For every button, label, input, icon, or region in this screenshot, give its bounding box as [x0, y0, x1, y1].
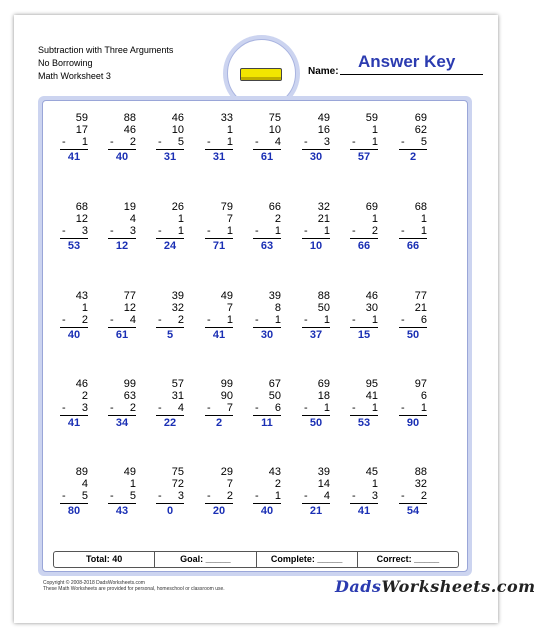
subtrahend-second [106, 314, 136, 326]
minuend: 29 [220, 466, 233, 478]
minuend: 69 [317, 378, 330, 390]
minuend: 89 [75, 466, 88, 478]
minus-sign: - [62, 490, 66, 502]
subtrahend-value: 2 [177, 314, 184, 326]
minus-sign: - [110, 402, 114, 414]
problem [203, 112, 233, 163]
subtrahend: 16 [317, 124, 330, 136]
subtrahend-second [300, 225, 330, 237]
subtrahend-value: 2 [129, 402, 136, 414]
problem [203, 290, 233, 341]
subtrahend-value: 1 [420, 225, 427, 237]
answer: 53 [357, 417, 371, 429]
subtrahend: 10 [268, 124, 281, 136]
answer-key-text: Answer Key [358, 52, 456, 71]
subtrahend: 63 [123, 390, 136, 402]
minus-sign: - [255, 136, 259, 148]
problem [251, 112, 281, 163]
subtrahend-second [300, 314, 330, 326]
minus-sign: - [304, 402, 308, 414]
subtrahend-second [348, 136, 378, 148]
answer: 50 [406, 329, 420, 341]
subtrahend-second [348, 402, 378, 414]
subtrahend-value: 4 [323, 490, 330, 502]
answer: 71 [212, 240, 226, 252]
answer: 2 [409, 151, 417, 163]
subtrahend: 30 [365, 302, 378, 314]
subtrahend: 7 [226, 213, 233, 225]
subtrahend-second [58, 136, 88, 148]
subtrahend-second [203, 314, 233, 326]
minus-sign: - [304, 136, 308, 148]
minuend: 95 [365, 378, 378, 390]
problem [300, 290, 330, 341]
subtrahend: 18 [317, 390, 330, 402]
minus-sign: - [255, 314, 259, 326]
problem [397, 201, 427, 252]
subtrahend: 1 [371, 124, 378, 136]
minuend: 68 [75, 201, 88, 213]
complete-cell: Complete: _____ [257, 552, 358, 567]
answer: 22 [163, 417, 177, 429]
minus-sign: - [255, 402, 259, 414]
subtrahend: 32 [171, 302, 184, 314]
subtrahend-value: 3 [371, 490, 378, 502]
subtrahend-second [58, 314, 88, 326]
answer: 90 [406, 417, 420, 429]
subtrahend: 1 [371, 213, 378, 225]
problem [203, 201, 233, 252]
minuend: 75 [268, 112, 281, 124]
subtrahend-value: 1 [81, 136, 88, 148]
subtrahend: 12 [123, 302, 136, 314]
subtrahend: 10 [171, 124, 184, 136]
subtrahend-value: 4 [129, 314, 136, 326]
problem [251, 466, 281, 517]
subtrahend: 1 [226, 124, 233, 136]
subtrahend-second [251, 402, 281, 414]
subtrahend-value: 1 [323, 225, 330, 237]
subtrahend: 46 [123, 124, 136, 136]
answer: 66 [357, 240, 371, 252]
minus-sign: - [207, 225, 211, 237]
minuend: 88 [123, 112, 136, 124]
answer: 10 [309, 240, 323, 252]
subtrahend-value: 2 [420, 490, 427, 502]
minuend: 88 [317, 290, 330, 302]
subtrahend-value: 1 [274, 314, 281, 326]
subtrahend-value: 1 [226, 314, 233, 326]
problem [154, 112, 184, 163]
subtrahend-value: 5 [420, 136, 427, 148]
problem [154, 378, 184, 429]
subtrahend-second [154, 490, 184, 502]
problem [106, 112, 136, 163]
problem [397, 290, 427, 341]
subtrahend-value: 6 [274, 402, 281, 414]
subtrahend-second [203, 225, 233, 237]
minuend: 69 [414, 112, 427, 124]
problem [154, 466, 184, 517]
score-summary [53, 551, 459, 568]
answer: 43 [115, 505, 129, 517]
answer: 20 [212, 505, 226, 517]
subtrahend: 72 [171, 478, 184, 490]
minus-sign: - [401, 490, 405, 502]
minus-sign: - [158, 490, 162, 502]
subtrahend-second [251, 136, 281, 148]
minus-sign: - [207, 402, 211, 414]
answer: 61 [115, 329, 129, 341]
subtrahend: 2 [274, 213, 281, 225]
answer: 11 [261, 417, 273, 429]
answer: 30 [309, 151, 323, 163]
minus-sign: - [401, 402, 405, 414]
subtrahend-value: 3 [81, 225, 88, 237]
minuend: 88 [414, 466, 427, 478]
subtrahend-value: 4 [177, 402, 184, 414]
subtrahend: 2 [81, 390, 88, 402]
subtrahend-second [203, 402, 233, 414]
problem [348, 290, 378, 341]
minuend: 59 [75, 112, 88, 124]
footer-text [43, 580, 225, 592]
subtrahend-value: 4 [274, 136, 281, 148]
subtrahend-value: 1 [371, 402, 378, 414]
subtrahend-value: 7 [226, 402, 233, 414]
answer: 12 [115, 240, 129, 252]
subtrahend: 1 [177, 213, 184, 225]
answer: 34 [115, 417, 129, 429]
minus-sign: - [62, 314, 66, 326]
minus-sign: - [352, 136, 356, 148]
minus-sign: - [207, 136, 211, 148]
problem [58, 378, 88, 429]
minuend: 46 [365, 290, 378, 302]
name-line [340, 74, 483, 75]
minus-sign: - [304, 314, 308, 326]
goal-cell: Goal: _____ [155, 552, 256, 567]
problem [58, 466, 88, 517]
problem [300, 112, 330, 163]
answer: 31 [163, 151, 177, 163]
subtrahend-value: 5 [129, 490, 136, 502]
minuend: 45 [365, 466, 378, 478]
minus-sign: - [158, 314, 162, 326]
problem [154, 201, 184, 252]
subtrahend-value: 2 [81, 314, 88, 326]
subtrahend-second [300, 136, 330, 148]
subtrahend-value: 1 [177, 225, 184, 237]
problem [58, 112, 88, 163]
subtrahend-second [58, 402, 88, 414]
minuend: 77 [414, 290, 427, 302]
problem [300, 201, 330, 252]
answer: 53 [67, 240, 81, 252]
answer: 50 [309, 417, 323, 429]
subtrahend: 41 [365, 390, 378, 402]
minuend: 75 [171, 466, 184, 478]
answer: 41 [357, 505, 371, 517]
answer: 2 [215, 417, 223, 429]
minus-sign: - [62, 402, 66, 414]
subtrahend-second [106, 136, 136, 148]
problem [203, 466, 233, 517]
minus-sign: - [255, 490, 259, 502]
answer: 37 [309, 329, 323, 341]
answer: 41 [212, 329, 226, 341]
subtrahend-second [58, 225, 88, 237]
subtrahend-value: 3 [177, 490, 184, 502]
minus-sign: - [110, 225, 114, 237]
subtrahend-second [397, 314, 427, 326]
problem [348, 112, 378, 163]
subtrahend-value: 1 [371, 136, 378, 148]
subtrahend-second [348, 314, 378, 326]
subtrahend-value: 5 [177, 136, 184, 148]
answer: 41 [67, 417, 81, 429]
subtrahend: 1 [81, 302, 88, 314]
subtrahend-second [154, 225, 184, 237]
problem [58, 201, 88, 252]
subtrahend: 4 [81, 478, 88, 490]
minus-sign: - [352, 490, 356, 502]
answer: 66 [406, 240, 420, 252]
subtrahend-second [348, 225, 378, 237]
subtrahend-value: 2 [371, 225, 378, 237]
minus-sign: - [401, 314, 405, 326]
problem [203, 378, 233, 429]
subtrahend: 62 [414, 124, 427, 136]
problem [106, 378, 136, 429]
usage-note: These Math Worksheets are provided for personal, homeschool or classroom use. [43, 586, 225, 592]
name-label: Name: [308, 66, 339, 77]
minus-sign: - [352, 402, 356, 414]
subtrahend-value: 2 [226, 490, 233, 502]
minus-sign: - [304, 490, 308, 502]
subtrahend: 50 [317, 302, 330, 314]
subtrahend: 7 [226, 478, 233, 490]
correct-cell: Correct: _____ [376, 554, 440, 564]
subtrahend: 4 [129, 213, 136, 225]
minuend: 66 [268, 201, 281, 213]
minuend: 79 [220, 201, 233, 213]
subtrahend: 12 [75, 213, 88, 225]
answer: 15 [357, 329, 371, 341]
answer: 61 [260, 151, 274, 163]
dadsworksheets-logo: DadsWorksheets.com [335, 577, 536, 596]
subtrahend-value: 1 [274, 490, 281, 502]
answer: 80 [67, 505, 81, 517]
answer: 0 [166, 505, 174, 517]
problem [154, 290, 184, 341]
total-cell: Total: 40 [54, 552, 155, 567]
subtrahend-second [58, 490, 88, 502]
minuend: 26 [171, 201, 184, 213]
minus-sign: - [62, 225, 66, 237]
problem [348, 378, 378, 429]
subtrahend: 31 [171, 390, 184, 402]
subtrahend-second [348, 490, 378, 502]
minuend: 97 [414, 378, 427, 390]
subtrahend-second [397, 490, 427, 502]
subtrahend-value: 1 [323, 402, 330, 414]
subtrahend-value: 1 [274, 225, 281, 237]
problem [251, 201, 281, 252]
minuend: 49 [123, 466, 136, 478]
subtrahend-value: 1 [226, 136, 233, 148]
minuend: 39 [268, 290, 281, 302]
problem [348, 201, 378, 252]
subtrahend: 1 [129, 478, 136, 490]
subtrahend: 7 [226, 302, 233, 314]
subtrahend: 21 [414, 302, 427, 314]
minus-sign: - [158, 225, 162, 237]
minus-sign: - [352, 225, 356, 237]
subtrahend: 2 [274, 478, 281, 490]
minuend: 32 [317, 201, 330, 213]
minuend: 69 [365, 201, 378, 213]
answer: 41 [67, 151, 81, 163]
answer: 54 [406, 505, 420, 517]
problem [106, 466, 136, 517]
minus-sign: - [110, 136, 114, 148]
subtrahend: 50 [268, 390, 281, 402]
minus-sign: - [158, 402, 162, 414]
subtrahend-second [397, 402, 427, 414]
answer: 21 [309, 505, 323, 517]
subtrahend-second [154, 402, 184, 414]
subtrahend-value: 3 [81, 402, 88, 414]
subtrahend: 32 [414, 478, 427, 490]
subtrahend-value: 1 [323, 314, 330, 326]
worksheet-title: Subtraction with Three Arguments [38, 45, 174, 55]
worksheet-subtitle: No Borrowing [38, 58, 93, 68]
answer: 31 [212, 151, 226, 163]
minus-sign: - [158, 136, 162, 148]
subtrahend-second [300, 402, 330, 414]
answer: 24 [163, 240, 177, 252]
minuend: 67 [268, 378, 281, 390]
subtrahend-value: 1 [420, 402, 427, 414]
answer: 5 [166, 329, 174, 341]
problem [397, 466, 427, 517]
minuend: 57 [171, 378, 184, 390]
minuend: 39 [171, 290, 184, 302]
answer: 57 [357, 151, 371, 163]
subtrahend-value: 1 [226, 225, 233, 237]
minuend: 43 [75, 290, 88, 302]
subtrahend: 90 [220, 390, 233, 402]
minuend: 39 [317, 466, 330, 478]
subtrahend: 6 [420, 390, 427, 402]
subtrahend-value: 5 [81, 490, 88, 502]
minuend: 19 [123, 201, 136, 213]
subtrahend-second [397, 225, 427, 237]
problem [397, 378, 427, 429]
subtrahend-second [203, 490, 233, 502]
subtrahend-second [251, 225, 281, 237]
minuend: 33 [220, 112, 233, 124]
problem [106, 201, 136, 252]
minus-sign: - [304, 225, 308, 237]
subtrahend-second [251, 490, 281, 502]
subtrahend-second [300, 490, 330, 502]
subtrahend-value: 6 [420, 314, 427, 326]
subtrahend-second [251, 314, 281, 326]
subtrahend-second [106, 402, 136, 414]
minuend: 46 [171, 112, 184, 124]
minus-sign: - [352, 314, 356, 326]
subtrahend: 14 [317, 478, 330, 490]
minus-sign: - [255, 225, 259, 237]
worksheet-number: Math Worksheet 3 [38, 71, 111, 81]
problem [58, 290, 88, 341]
worksheet-header [38, 44, 173, 83]
problem [300, 378, 330, 429]
problem [300, 466, 330, 517]
minus-sign: - [207, 490, 211, 502]
problem [106, 290, 136, 341]
subtrahend: 17 [75, 124, 88, 136]
minus-sign: - [401, 136, 405, 148]
subtrahend-second [106, 490, 136, 502]
subtrahend-value: 3 [129, 225, 136, 237]
subtrahend-value: 2 [129, 136, 136, 148]
minuend: 49 [220, 290, 233, 302]
problem [348, 466, 378, 517]
minus-sign: - [62, 136, 66, 148]
subtrahend-value: 3 [323, 136, 330, 148]
answer: 40 [260, 505, 274, 517]
problem [397, 112, 427, 163]
answer: 40 [115, 151, 129, 163]
answer: 40 [67, 329, 81, 341]
minuend: 77 [123, 290, 136, 302]
subtrahend: 1 [371, 478, 378, 490]
problem [251, 378, 281, 429]
problem [251, 290, 281, 341]
minus-sign: - [401, 225, 405, 237]
subtrahend-second [154, 314, 184, 326]
minuend: 68 [414, 201, 427, 213]
subtrahend-second [106, 225, 136, 237]
minuend: 46 [75, 378, 88, 390]
subtrahend-second [154, 136, 184, 148]
minus-sign: - [110, 490, 114, 502]
subtrahend-second [203, 136, 233, 148]
minuend: 49 [317, 112, 330, 124]
subtrahend-value: 1 [371, 314, 378, 326]
minus-sign: - [110, 314, 114, 326]
minuend: 99 [220, 378, 233, 390]
answer: 63 [260, 240, 274, 252]
subtrahend: 1 [420, 213, 427, 225]
minuend: 43 [268, 466, 281, 478]
subtrahend: 21 [317, 213, 330, 225]
minuend: 99 [123, 378, 136, 390]
minus-sign: - [207, 314, 211, 326]
copyright-text: Copyright © 2008-2018 DadsWorksheets.com [43, 580, 145, 586]
answer: 30 [260, 329, 274, 341]
subtrahend: 8 [274, 302, 281, 314]
minuend: 59 [365, 112, 378, 124]
subtrahend-second [397, 136, 427, 148]
